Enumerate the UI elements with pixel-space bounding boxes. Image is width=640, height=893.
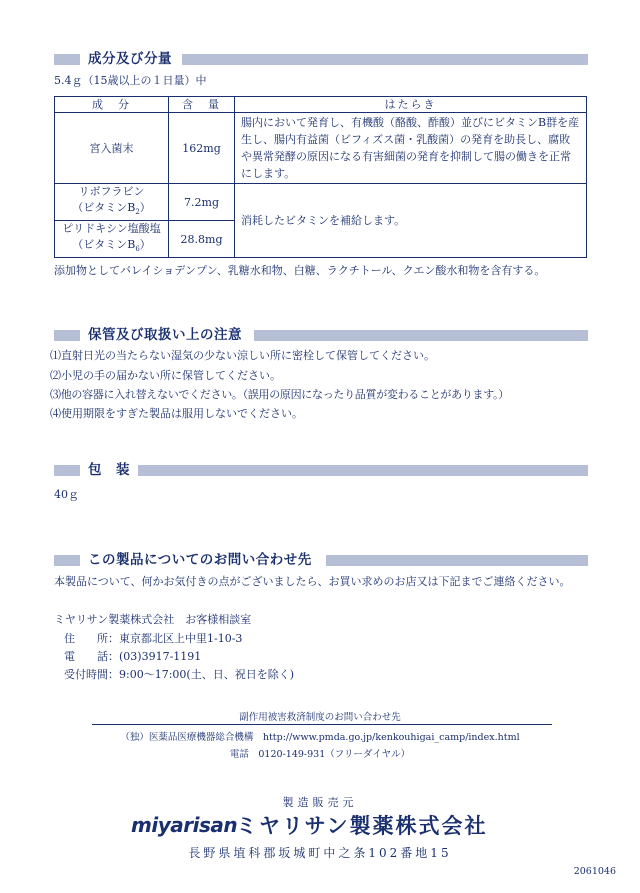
ingredient-function: 腸内において発育し、有機酸（酪酸、酢酸）並びにビタミンB群を産生し、腸内有益菌（ビフィズス菌・乳酸菌）の発育を助長し、腐敗や異常発酵の原因になる有害細菌の発育を抑制して腸の働きを正常にします。: [235, 113, 587, 184]
brand-logo: miyarisan: [131, 813, 238, 837]
header-bar-decoration: [138, 465, 588, 476]
header-bar-decoration: [54, 54, 80, 65]
contact-hours: 受付時間：9:00〜17:00(土、日、祝日を除く): [64, 668, 294, 681]
contact-phone: 電 話：(03)3917-1191: [64, 650, 202, 663]
ingredient-amount: 28.8mg: [169, 221, 235, 258]
storage-item: ⑶他の容器に入れ替えないでください。（誤用の原因になったり品質が変わることがあります。）: [50, 388, 509, 401]
header-bar-decoration: [182, 54, 588, 65]
relief-phone: 電話 0120-149-931（フリーダイヤル）: [229, 749, 411, 760]
ingredient-name: ピリドキシン塩酸塩 （ビタミン$B_6$）: [55, 221, 169, 258]
header-bar-decoration: [254, 330, 588, 341]
company-address: 長野県埴科郡坂城町中之条102番地15: [188, 846, 452, 860]
document-code: 2061046: [573, 866, 616, 877]
ingredient-name: 宮入菌末: [55, 113, 169, 184]
relief-divider: [92, 724, 552, 725]
column-header-ingredient: 成 分: [55, 97, 169, 113]
company-name: ミヤリサン製薬株式会社: [236, 814, 488, 838]
header-bar-decoration: [326, 555, 588, 566]
section-title: 包 装: [88, 461, 136, 479]
ingredient-amount: 162mg: [169, 113, 235, 184]
header-bar-decoration: [54, 465, 80, 476]
table-row: [55, 113, 587, 184]
additives-text: 添加物としてバレイショデンプン、乳糖水和物、白糖、ラクチトール、クエン酸水和物を含有する。: [54, 264, 546, 277]
storage-item: ⑵小児の手の届かない所に保管してください。: [50, 369, 281, 382]
table-header-row: [55, 97, 587, 113]
contact-name: ミヤリサン製薬株式会社 お客様相談室: [54, 613, 252, 626]
ingredient-name: リボフラビン （ビタミン$B_2$）: [55, 184, 169, 221]
table-row: [55, 184, 587, 221]
header-bar-decoration: [54, 555, 80, 566]
section-title: 成分及び分量: [88, 50, 178, 68]
storage-item: ⑴直射日光の当たらない湿気の少ない涼しい所に密栓して保管してください。: [50, 349, 435, 362]
section-header-ingredients: [54, 50, 588, 68]
dose-line: 5.4ｇ（15歳以上の１日量）中: [54, 74, 207, 87]
section-header-packaging: [54, 461, 588, 479]
header-bar-decoration: [54, 330, 80, 341]
storage-item: ⑷使用期限をすぎた製品は服用しないでください。: [50, 407, 303, 420]
relief-org: （独）医薬品医療機器総合機構 http://www.pmda.go.jp/kenkouhigai_camp/index.html: [120, 732, 520, 743]
inquiry-body: 本製品について、何かお気付きの点がございましたら、お買い求めのお店又は下記までご連絡ください。: [54, 575, 571, 588]
section-title: 保管及び取扱い上の注意: [88, 326, 248, 344]
contact-address: 住 所：東京都北区上中里1-10-3: [64, 632, 243, 645]
section-header-inquiry: [54, 551, 588, 569]
maker-label: 製造販売元: [282, 796, 358, 809]
ingredient-function: 消耗したビタミンを補給します。: [235, 184, 587, 258]
section-title: この製品についてのお問い合わせ先: [88, 551, 318, 569]
section-header-storage: [54, 326, 588, 344]
ingredients-table: [54, 96, 587, 258]
column-header-amount: 含 量: [169, 97, 235, 113]
column-header-function: はたらき: [235, 97, 587, 113]
ingredient-amount: 7.2mg: [169, 184, 235, 221]
package-content: 40ｇ: [54, 488, 79, 501]
relief-title: 副作用被害救済制度のお問い合わせ先: [239, 712, 401, 723]
